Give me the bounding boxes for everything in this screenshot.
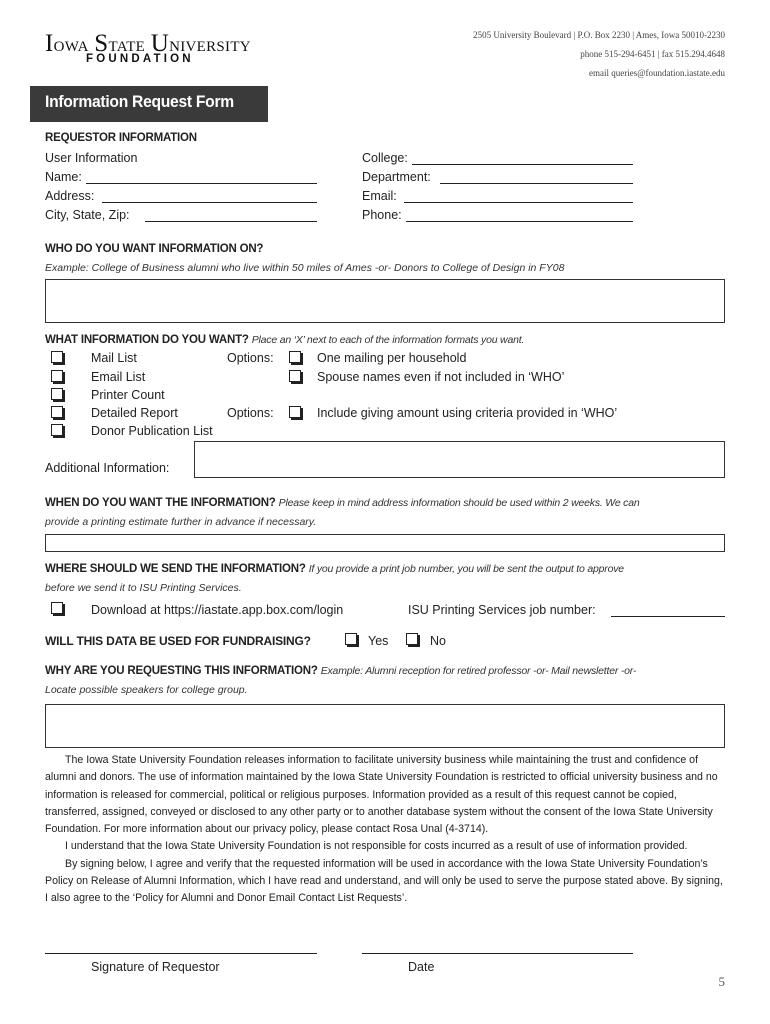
printing-job-label: ISU Printing Services job number: — [408, 603, 596, 617]
signature-line[interactable] — [45, 953, 317, 954]
logo-university: Iowa State University — [45, 30, 251, 57]
when-note-1: Please keep in mind address information should be used within 2 weeks. We can — [278, 497, 640, 509]
where-note-2: before we send it to ISU Printing Services. — [45, 582, 242, 594]
form-title: Information Request Form — [45, 92, 234, 111]
date-line[interactable] — [362, 953, 633, 954]
download-checkbox[interactable] — [51, 602, 63, 614]
user-info-label: User Information — [45, 151, 138, 165]
when-heading — [45, 497, 640, 509]
email-list-checkbox[interactable] — [51, 370, 63, 382]
college-field[interactable] — [412, 151, 633, 165]
college-label: College: — [362, 151, 408, 165]
why-example-1: Example: Alumni reception for retired professor -or- Mail newsletter -or- — [320, 665, 637, 677]
why-heading — [45, 665, 636, 677]
email-list-label: Email List — [91, 370, 146, 384]
legal-text — [45, 752, 725, 908]
download-label: Download at https://iastate.app.box.com/login — [91, 603, 344, 617]
what-heading-text: WHAT INFORMATION DO YOU WANT? — [45, 334, 249, 346]
donor-publication-checkbox[interactable] — [51, 424, 63, 436]
when-heading-text: WHEN DO YOU WANT THE INFORMATION? — [45, 497, 276, 509]
address-field[interactable] — [102, 189, 317, 203]
name-label: Name: — [45, 170, 82, 184]
spouse-names-checkbox[interactable] — [289, 370, 301, 382]
what-heading — [45, 334, 524, 346]
detailed-report-label: Detailed Report — [91, 406, 178, 420]
giving-amount-label: Include giving amount using criteria provided in ‘WHO’ — [317, 406, 618, 420]
why-example-2: Locate possible speakers for college group. — [45, 684, 248, 696]
email-field[interactable] — [404, 189, 633, 203]
logo-foundation: FOUNDATION — [86, 53, 194, 65]
where-note-1: If you provide a print job number, you will be sent the output to approve — [308, 563, 624, 575]
where-heading — [45, 563, 624, 575]
phone-label: Phone: — [362, 208, 402, 222]
requestor-heading: REQUESTOR INFORMATION — [45, 132, 197, 144]
contact-email: email queries@foundation.iastate.edu — [589, 68, 725, 78]
who-input[interactable] — [45, 279, 725, 323]
mail-options-label: Options: — [227, 351, 274, 365]
fundraising-no-label: No — [430, 634, 446, 648]
fundraising-question: WILL THIS DATA BE USED FOR FUNDRAISING? — [45, 634, 311, 648]
address-label: Address: — [45, 189, 95, 203]
name-field[interactable] — [86, 170, 317, 184]
mail-list-checkbox[interactable] — [51, 351, 63, 363]
spouse-names-label: Spouse names even if not included in ‘WHO’ — [317, 370, 565, 384]
printer-count-checkbox[interactable] — [51, 388, 63, 400]
signature-label: Signature of Requestor — [91, 960, 220, 974]
date-label: Date — [408, 960, 435, 974]
printing-job-field[interactable] — [611, 603, 725, 617]
department-label: Department: — [362, 170, 431, 184]
who-example: Example: College of Business alumni who live within 50 miles of Ames -or- Donors to College of Design in FY08 — [45, 262, 565, 274]
who-heading: WHO DO YOU WANT INFORMATION ON? — [45, 243, 264, 255]
email-label: Email: — [362, 189, 397, 203]
phone-field[interactable] — [406, 208, 633, 222]
legal-paragraph-2: I understand that the Iowa State University Foundation is not responsible for costs incurred as a result of use of information provided. — [65, 840, 688, 853]
page-number: 5 — [718, 974, 725, 989]
where-heading-text: WHERE SHOULD WE SEND THE INFORMATION? — [45, 563, 306, 575]
giving-amount-checkbox[interactable] — [289, 406, 301, 418]
contact-address: 2505 University Boulevard | P.O. Box 2230 | Ames, Iowa 50010-2230 — [473, 30, 725, 40]
additional-info-input[interactable] — [194, 441, 725, 478]
why-input[interactable] — [45, 704, 725, 748]
when-input[interactable] — [45, 534, 725, 552]
contact-phone: phone 515-294-6451 | fax 515.294.4648 — [580, 49, 725, 59]
report-options-label: Options: — [227, 406, 274, 420]
when-note-2: provide a printing estimate further in advance if necessary. — [45, 516, 317, 528]
city-state-zip-label: City, State, Zip: — [45, 208, 130, 222]
donor-publication-label: Donor Publication List — [91, 424, 213, 438]
legal-paragraph-3: By signing below, I agree and verify that the requested information will be used in accordance with the Iowa State University Foundation’s Policy on Release of Alumni Information, which I have read and understand, and will only be used to serve the purpose stated above. By signing, I also agree to the ‘Policy for Alumni and Donor Email Contact List Requests’. — [45, 857, 723, 905]
department-field[interactable] — [440, 170, 633, 184]
printer-count-label: Printer Count — [91, 388, 165, 402]
one-mailing-label: One mailing per household — [317, 351, 467, 365]
what-instruction: Place an ‘X’ next to each of the information formats you want. — [251, 334, 525, 346]
legal-paragraph-1: The Iowa State University Foundation releases information to facilitate university business while maintaining the trust and confidence of alumni and donors. The use of information maintained by the Iowa State University Foundation is restricted to official university business and no information is released for commercial, political or religious purposes. Information provided as a result of this request cannot be copied, transferred, assigned, conveyed or disclosed to any other party or to another database system without the consent of the Iowa State University Foundation. For more information about our privacy policy, please contact Rosa Unal (4-3714). — [45, 754, 718, 836]
fundraising-no-checkbox[interactable] — [406, 633, 418, 645]
fundraising-yes-label: Yes — [368, 634, 389, 648]
city-state-zip-field[interactable] — [145, 208, 317, 222]
additional-info-label: Additional Information: — [45, 461, 170, 475]
why-heading-text: WHY ARE YOU REQUESTING THIS INFORMATION? — [45, 665, 318, 677]
detailed-report-checkbox[interactable] — [51, 406, 63, 418]
one-mailing-checkbox[interactable] — [289, 351, 301, 363]
fundraising-yes-checkbox[interactable] — [345, 633, 357, 645]
mail-list-label: Mail List — [91, 351, 137, 365]
